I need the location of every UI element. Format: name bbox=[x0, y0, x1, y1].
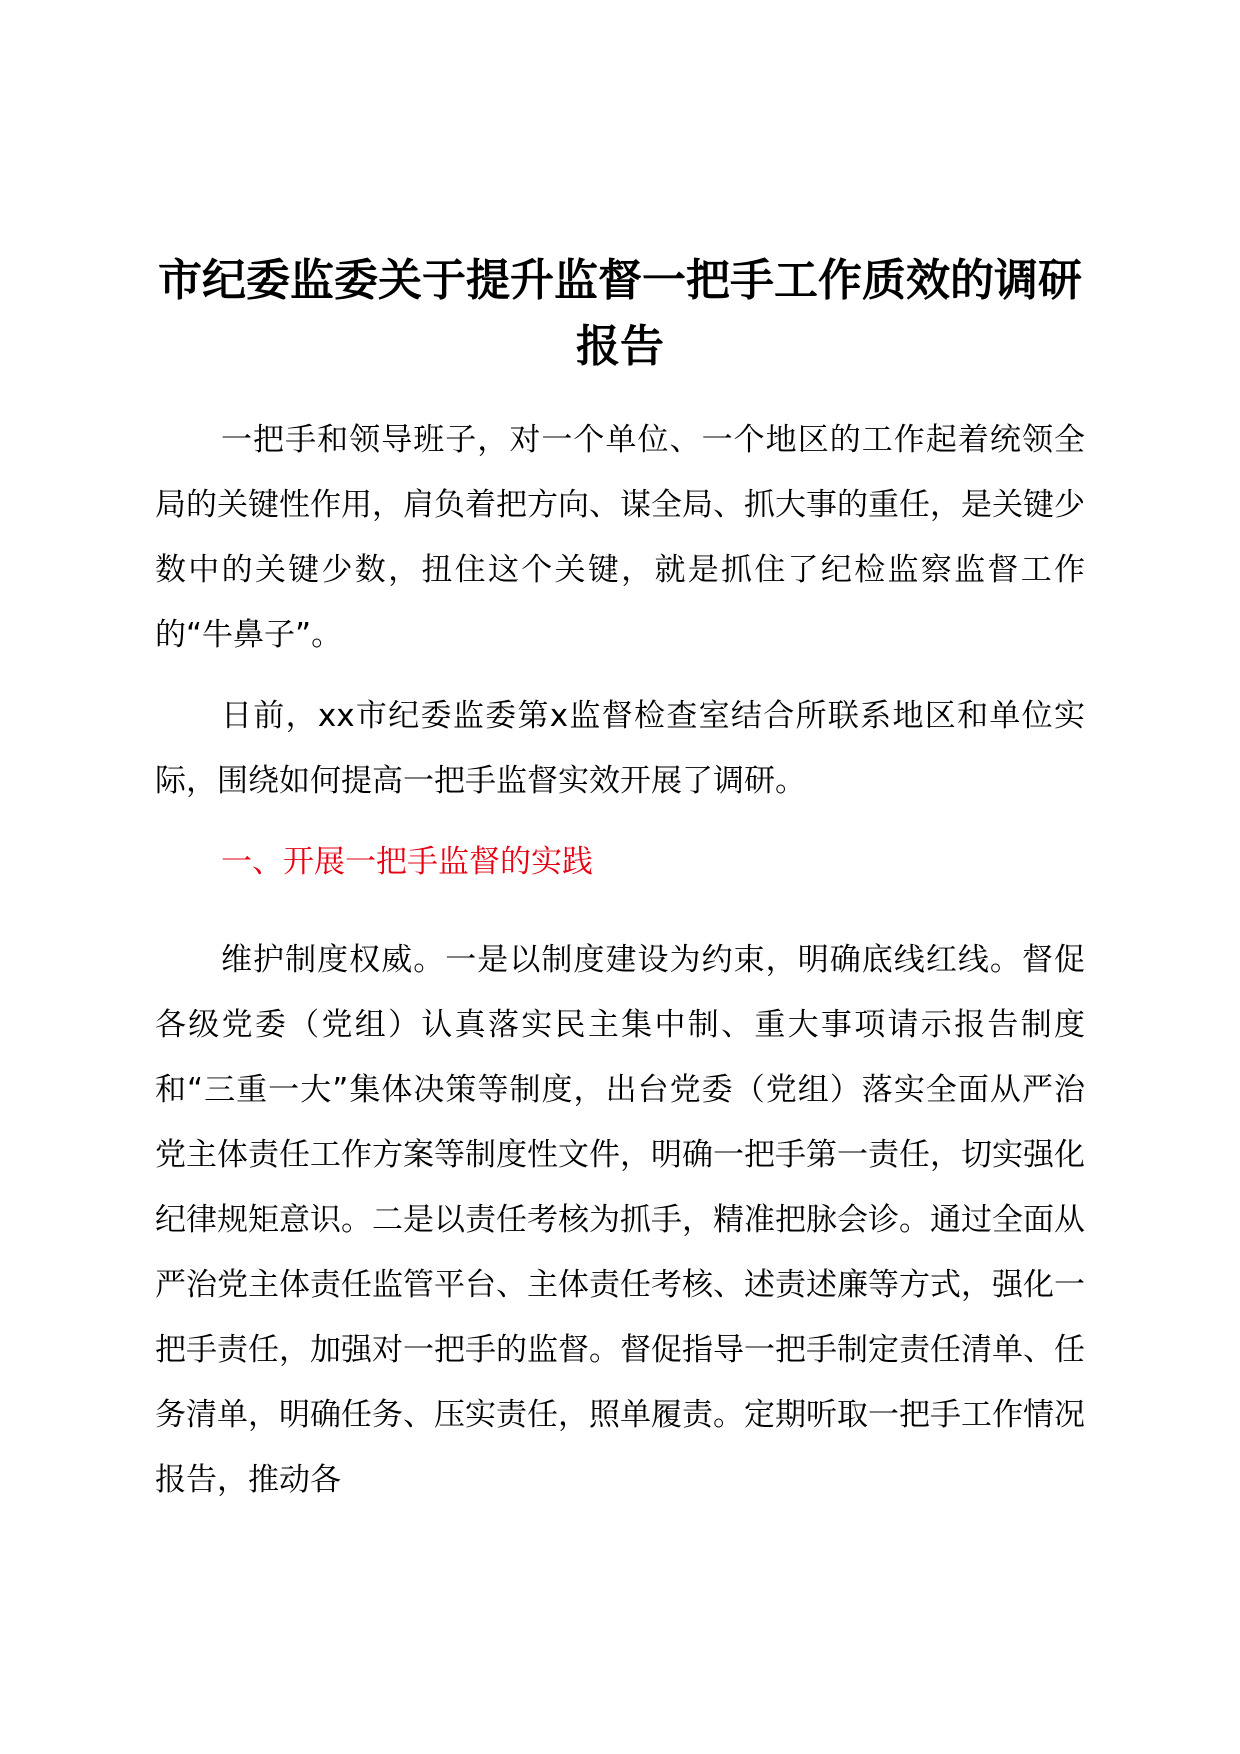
intro-paragraph: 一把手和领导班子，对一个单位、一个地区的工作起着统领全局的关键性作用，肩负着把方向、谋全局、抓大事的重任，是关键少数中的关键少数，扭住这个关键，就是抓住了纪检监察监督工作的“牛鼻子”。 bbox=[155, 422, 1085, 653]
background-paragraph: 日前，xx市纪委监委第x监督检查室结合所联系地区和单位实际，围绕如何提高一把手监督实效开展了调研。 bbox=[155, 698, 1085, 799]
practice-paragraph: 维护制度权威。一是以制度建设为约束，明确底线红线。督促各级党委（党组）认真落实民主集中制、重大事项请示报告制度和“三重一大”集体决策等制度，出台党委（党组）落实全面从严治党主体责任工作方案等制度性文件，明确一把手第一责任，切实强化纪律规矩意识。二是以责任考核为抓手，精准把脉会诊。通过全面从严治党主体责任监管平台、主体责任考核、述责述廉等方式，强化一把手责任，加强对一把手的监督。督促指导一把手制定责任清单、任务清单，明确任务、压实责任，照单履责。定期听取一把手工作情况报告，推动各 bbox=[155, 942, 1085, 1498]
document-title: 市纪委监委关于提升监督一把手工作质效的调研报告 bbox=[158, 255, 1082, 372]
section-heading: 一、开展一把手监督的实践 bbox=[221, 844, 593, 880]
